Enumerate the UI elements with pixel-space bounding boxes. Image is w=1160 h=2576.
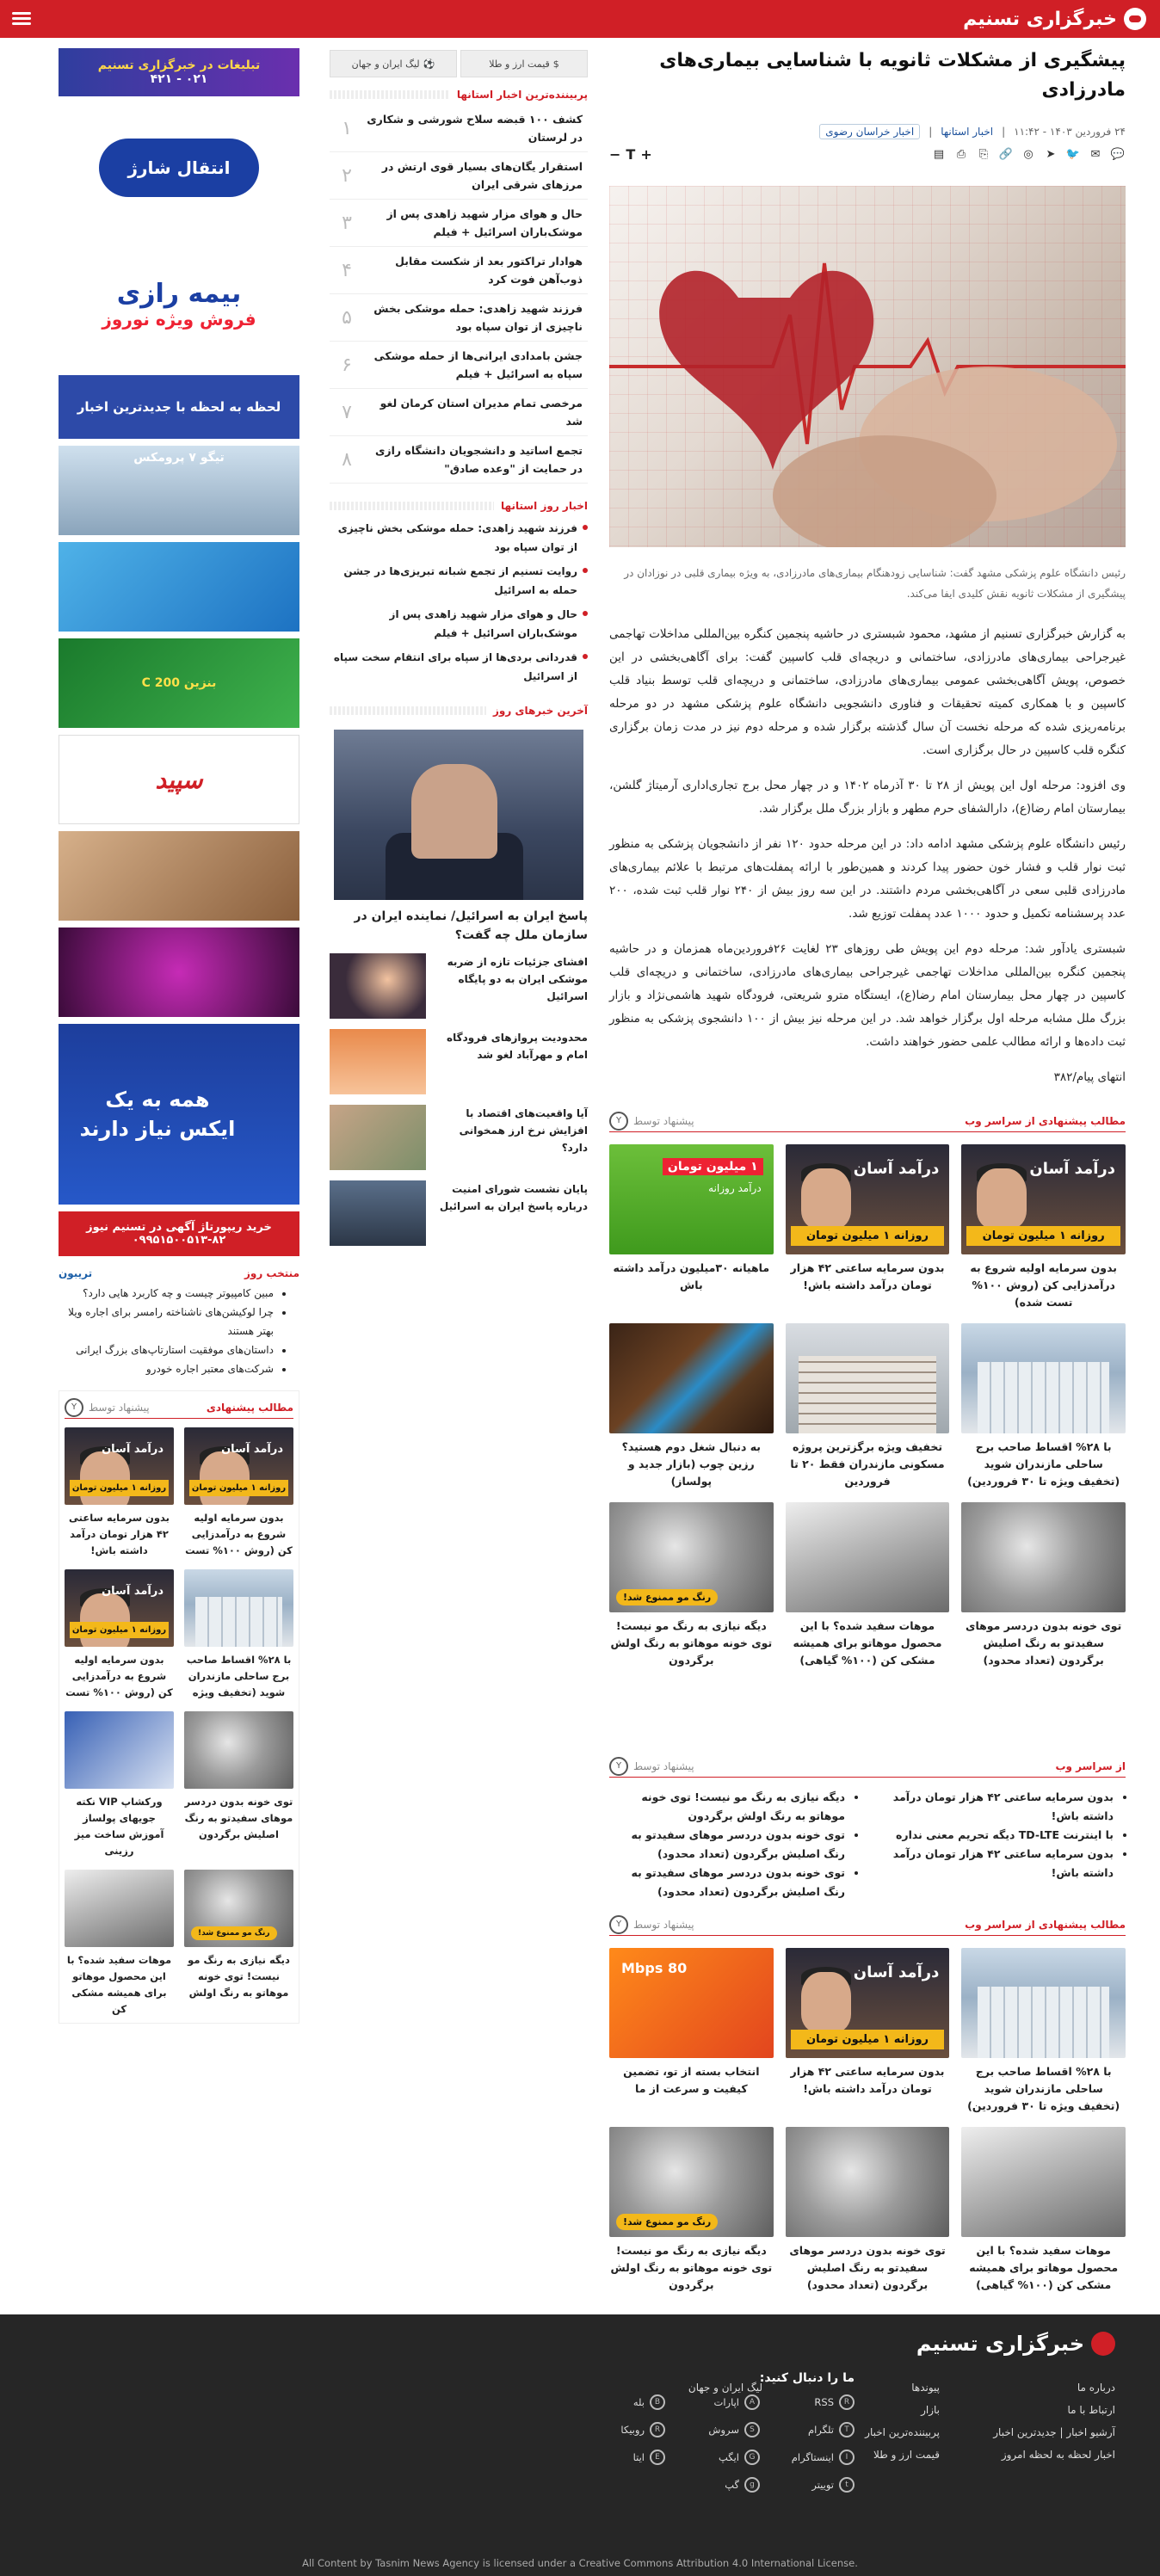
social-eitaa[interactable]: E ایتا (579, 2445, 665, 2469)
rec-card[interactable]: درآمد آسان روزانه ۱ میلیون تومان بدون سرمایه ساعتی ۴۲ هزار تومان درآمد داشته باش! (786, 1144, 950, 1311)
selected-item[interactable]: • مبین کامپیوتر چیست و چه کاربرد هایی دارد؟ (59, 1284, 274, 1303)
rec-card[interactable] (786, 1323, 950, 1490)
social-igap[interactable]: G ایگپ (674, 2445, 760, 2469)
ranked-item[interactable]: مرخصی تمام مدیران استان کرمان لغو شد ۷ (330, 389, 588, 436)
rec-card[interactable]: رنگ مو ممنوع شد! دیگه نیازی به رنگ مو نیست! توی خونه موهاتو به رنگ اولش (184, 1870, 293, 2018)
rec-card[interactable]: 80 Mbps انتخاب بسته از تو، تضمین کیفیت و سرعت از ما (609, 1948, 774, 2115)
font-size-icon[interactable]: T (626, 146, 636, 163)
ad-banner[interactable]: لحظه به لحظه با جدیدترین اخبار (59, 375, 299, 439)
ad-banner[interactable]: تیگو ۷ پرومکس (59, 446, 299, 535)
yektanet-logo-icon[interactable]: Y (609, 1112, 628, 1131)
ad-banner[interactable] (59, 831, 299, 921)
telegram-icon: T (839, 2422, 855, 2437)
rec-card[interactable]: رنگ مو ممنوع شد! دیگه نیازی به رنگ مو نیست! توی خونه موهاتو به رنگ اولش برگردون (609, 2127, 774, 2294)
social-twitter[interactable]: t توییتر (768, 2473, 855, 2497)
market-tabs (330, 50, 588, 77)
article-hero-image (609, 186, 1126, 547)
social-rubika[interactable]: R روبیکا (579, 2418, 665, 2442)
font-increase-icon[interactable]: + (640, 146, 652, 163)
rec-card[interactable]: درآمد آسان روزانه ۱ میلیون تومان بدون سرمایه اولیه شروع به درآمدزایی کن (روش ۱۰۰% تست شده) (961, 1144, 1126, 1311)
text-link[interactable]: • بدون سرمایه ساعتی ۴۲ هزار تومان درآمد داشته باش! (878, 1788, 1114, 1826)
rec-card[interactable] (961, 2127, 1126, 2294)
ad-banner[interactable]: همه به یک ایکس نیاز دارند (59, 1024, 299, 1205)
rec-card[interactable]: با ۲۸% اقساط صاحب برج ساحلی مازندران شوید (تخفیف ویژه (184, 1569, 293, 1701)
rubika-icon: R (650, 2422, 665, 2437)
rec-card[interactable] (786, 1502, 950, 1669)
text-link[interactable]: • بدون سرمایه ساعتی ۴۲ هزار تومان درآمد داشته باش! (878, 1845, 1114, 1883)
featured-news-image[interactable] (334, 730, 583, 900)
selected-title: منتخب روز (244, 1267, 299, 1279)
tag-provinces[interactable]: اخبار استانها (941, 126, 994, 138)
social-aparat[interactable]: A اپارات (674, 2390, 760, 2414)
rec-card-title[interactable]: دیگه نیازی به رنگ مو نیست! توی خونه موهاتو به رنگ اولش برگردون (610, 2244, 773, 2291)
instagram-icon: I (839, 2450, 855, 2465)
footer-link[interactable]: پربیننده‌ترین اخبار (865, 2426, 940, 2438)
top-bar (0, 0, 1160, 38)
rec-card-title[interactable]: توی خونه بدون دردسر موهای سفیدتو به رنگ اصلیش برگردون (تعداد محدود) (789, 2244, 946, 2291)
rec-card-title[interactable]: با ۲۸% اقساط صاحب برج ساحلی مازندران شوید (تخفیف ویژه تا ۳۰ فروردین) (967, 1440, 1120, 1488)
rec-card[interactable] (609, 1323, 774, 1490)
font-decrease-icon[interactable]: − (609, 146, 621, 163)
left-recommended-box (59, 1390, 299, 2024)
ranked-item[interactable]: حال و هوای مزار شهید زاهدی پس از موشک‌باران اسرائیل + فیلم ۳ (330, 200, 588, 247)
paragraph-2: وی افزود: مرحله اول این پویش از ۲۸ تا ۳۰ آذرماه ۱۴۰۲ و در چهار محل برج تجاری‌اداری آرمیتاژ گلشن، بیمارستان امام رضا(ع)، دارالشفای حرم مطهر و بازار بزرگ ملل برگزار شد. (609, 779, 1126, 816)
rec-card[interactable]: درآمد آسان روزانه ۱ میلیون تومان بدون سرمایه اولیه شروع به درآمدزایی کن (روش ۱۰۰% تست (65, 1569, 174, 1701)
yektanet-logo-icon[interactable]: Y (65, 1398, 83, 1417)
selected-list (59, 1284, 299, 1378)
tab-football-league[interactable]: ⚽ لیگ ایران و جهان (330, 50, 457, 77)
copyright: All Content by Tasnim News Agency is licensed under a Creative Commons Attribution 4.0 International License. (302, 2557, 858, 2569)
article-body (609, 623, 1126, 1101)
ranked-item[interactable]: جشن بامدادی ایرانی‌ها از حمله موشکی سپاه به اسرائیل + فیلم ۶ (330, 342, 588, 389)
recommended-web-section-3 (609, 1914, 1126, 2294)
ad-banner[interactable]: تبلیغات در خبرگزاری تسنیم ۰۲۱ - ۴۲۱ (59, 48, 299, 96)
footer-link[interactable]: قیمت ارز و طلا (873, 2449, 940, 2461)
sponsor-label: پیشنهاد توسط (633, 1114, 694, 1127)
social-gap[interactable]: g گپ (674, 2473, 760, 2497)
site-logo-text: خبرگزاری تسنیم (963, 8, 1117, 30)
news-row[interactable]: محدودیت پروازهای فرودگاه امام و مهرآباد لغو شد (330, 1029, 588, 1094)
rec-card-title[interactable]: موهات سفید شده؟ با این محصول موهاتو برای همیشه مشکی کن (۱۰۰% گیاهی) (969, 2244, 1119, 2291)
rec-card[interactable]: ۱ میلیون تومان درآمد روزانه ماهیانه ۳۰میلیون درآمد داشته باش (609, 1144, 774, 1311)
rec-card[interactable]: درآمد آسان روزانه ۱ میلیون تومان بدون سرمایه ساعتی ۴۲ هزار تومان درآمد داشته باش! (786, 1948, 950, 2115)
ranked-item[interactable]: کشف ۱۰۰ قبضه سلاح شورشی و شکاری در لرستان ۱ (330, 105, 588, 152)
rss-icon: R (839, 2394, 855, 2410)
rec-card-title[interactable]: موهات سفید شده؟ با این محصول موهاتو برای همیشه مشکی کن (۱۰۰% گیاهی) (793, 1619, 942, 1667)
rec-card-title[interactable]: به دنبال شغل دوم هستید؟ رزین چوب (بازار جدید و پولساز) (621, 1440, 762, 1488)
site-logo[interactable] (963, 5, 1146, 33)
ranked-item[interactable]: هوادار تراکتور بعد از شکست مقابل ذوب‌آهن فوت کرد ۴ (330, 247, 588, 294)
whatsapp-icon[interactable]: ◎ (1023, 147, 1034, 161)
comment-icon[interactable]: 💬 (1110, 147, 1126, 161)
recommended-web-section-1 (609, 1110, 1126, 1669)
rec-card-title[interactable]: بدون سرمایه ساعتی ۴۲ هزار تومان درآمد داشته باش! (790, 1261, 945, 1291)
twitter-icon: t (839, 2477, 855, 2493)
image-caption: رئیس دانشگاه علوم پزشکی مشهد گفت: شناسایی زودهنگام بیماری‌های مادرزادی، به ویژه بیماری قلبی در نوزادان در پیشگیری از مشکلات ثانویه نقش کلیدی ایفا می‌کند. (624, 567, 1126, 600)
ad-banner[interactable]: سپید (59, 735, 299, 824)
rec-card-title[interactable]: توی خونه بدون دردسر موهای سفیدتو به رنگ اصلیش برگردون (تعداد محدود) (965, 1619, 1122, 1667)
sponsor-label: پیشنهاد توسط (89, 1401, 150, 1414)
gap-icon: g (744, 2477, 760, 2493)
end-of-message: انتهای پیام/۳۸۲ (1053, 1070, 1126, 1084)
follow-us (579, 2371, 855, 2497)
ranked-item[interactable]: فرزند شهید زاهدی: حمله موشکی بخش ناچیزی از توان سپاه بود ۵ (330, 294, 588, 342)
article-title: پیشگیری از مشکلات ثانویه با شناسایی بیماری‌های مادرزادی (659, 50, 1126, 101)
section-title: از سراسر وب (1055, 1759, 1126, 1772)
rec-card[interactable] (961, 1948, 1126, 2115)
print-icon[interactable]: ⎙ (956, 147, 966, 161)
sponsor-label: پیشنهاد توسط (633, 1759, 694, 1772)
news-row[interactable]: آیا واقعیت‌های اقتصاد با افزایش نرخ ارز همخوانی دارد؟ (330, 1105, 588, 1170)
text-link[interactable]: • با اینترنت TD-LTE دیگه تحریم معنی نداره (878, 1826, 1114, 1845)
email-icon[interactable]: ✉ (1090, 147, 1101, 161)
sponsor-label: پیشنهاد توسط (633, 1918, 694, 1931)
selected-item[interactable]: • داستان‌های موفقیت استارتاپ‌های بزرگ ایرانی (59, 1340, 274, 1359)
ad-banner[interactable] (59, 927, 299, 1017)
news-row[interactable]: افشای جزئیات تازه از ضربه موشکی ایران به دو پایگاه اسرائیل (330, 953, 588, 1019)
tasnim-logo-icon (1091, 2332, 1115, 2356)
bale-icon: B (650, 2394, 665, 2410)
featured-news-title[interactable]: پاسخ ایران به اسرائیل/ نماینده ایران در سازمان ملل چه گفت؟ (354, 909, 588, 942)
news-thumb (330, 1105, 426, 1170)
text-link[interactable]: • توی خونه بدون دردسر موهای سفیدتو به رنگ اصلیش برگردون (تعداد محدود) (609, 1826, 845, 1864)
tribune-logo[interactable]: تریبون (59, 1267, 93, 1279)
section-title: مطالب پیشنهادی از سراسر وب (965, 1114, 1126, 1127)
section-title: مطالب پیشنهادی (206, 1401, 293, 1414)
news-thumb (330, 1180, 426, 1246)
ad-banner[interactable]: بیمه رازی فروش ویژه نوروز (59, 239, 299, 368)
rec-card[interactable]: رنگ مو ممنوع شد! دیگه نیازی به رنگ مو نیست! توی خونه موهاتو به رنگ اولش برگردون (609, 1502, 774, 1669)
rec-card-title[interactable]: تخفیف ویژه برگزترین پروژه مسکونی مازندران فقط ۲۰ تا فروردین (790, 1440, 945, 1488)
rec-card-title[interactable]: با ۲۸% اقساط صاحب برج ساحلی مازندران شوید (تخفیف ویژه تا ۳۰ فروردین) (967, 2065, 1120, 2112)
rec-card-title[interactable]: انتخاب بسته از تو، تضمین کیفیت و سرعت از ما (623, 2065, 760, 2095)
rec-card-title[interactable]: بدون سرمایه اولیه شروع به درآمدزایی کن (روش ۱۰۰% تست شده) (970, 1261, 1117, 1309)
rec-card-title[interactable]: بدون سرمایه ساعتی ۴۲ هزار تومان درآمد داشته باش! (790, 2065, 945, 2095)
footer-link[interactable]: آرشیو اخبار | جدیدترین اخبار (993, 2426, 1115, 2438)
article-meta: ۲۴ فروردین ۱۴۰۳ - ۱۱:۴۲ | اخبار استانها | اخبار خراسان رضوی (609, 124, 1126, 139)
rec-card[interactable] (961, 1502, 1126, 1669)
provinces-today-title: اخبار روز استانها (330, 496, 588, 516)
section-title: مطالب پیشنهادی از سراسر وب (965, 1918, 1126, 1931)
tab-currency-gold[interactable]: $ قیمت ارز و طلا (460, 50, 588, 77)
rec-card[interactable]: ورکشاپ VIP نکته جویهای پولساز آموزش ساخت میز رزینی (65, 1711, 174, 1859)
tag-khorasan[interactable]: اخبار خراسان رضوی (819, 124, 920, 139)
footer-col-2 (865, 2376, 940, 2466)
pdf-icon[interactable]: ▤ (933, 147, 945, 161)
news-link[interactable]: حال و هوای مزار شهید زاهدی پس از موشک‌باران اسرائیل + فیلم (330, 602, 588, 645)
footer-link[interactable]: پیوندها (911, 2382, 940, 2394)
footer-link[interactable]: بازار (921, 2404, 940, 2416)
news-thumb (330, 953, 426, 1019)
eitaa-icon: E (650, 2450, 665, 2465)
selected-section-header (59, 1263, 299, 1284)
ad-banner[interactable]: بنزین C 200 (59, 638, 299, 728)
footer-link[interactable]: اخبار لحظه به لحظه امروز (1001, 2449, 1115, 2461)
link-icon[interactable]: 🔗 (998, 147, 1014, 161)
paragraph-3: رئیس دانشگاه علوم پزشکی مشهد ادامه داد: در این مرحله حدود ۱۲۰ نفر از دانشجویان پزشکی به منظور ثبت نوار قلب و فشار خون حضور پیدا کردند و همین‌طور با ارائه پمفلت‌های مرتبط با علائم بیماری‌های مادرزادی قلبی سعی در آگاهی‌بخشی مردم داشتند. در این سه روز بیش از ۲۴۰ نوار قلب ثبت شده، ۲۰۰ عدد پرسشنامه تکمیل و حدود ۱۰۰۰ عدد پمفلت توزیع شد. (609, 837, 1126, 921)
news-row[interactable]: پایان نشست شورای امنیت درباره پاسخ ایران به اسرائیل (330, 1180, 588, 1246)
footer-logo[interactable]: خبرگزاری تسنیم (916, 2332, 1115, 2356)
social-telegram[interactable]: T تلگرام (768, 2418, 855, 2442)
rec-card-title[interactable]: دیگه نیازی به رنگ مو نیست! توی خونه موهاتو به رنگ اولش برگردون (610, 1619, 773, 1667)
most-viewed-list (330, 105, 588, 484)
news-link[interactable]: روایت تسنیم از تجمع شبانه تبریزی‌ها در جشن حمله به اسرائیل (330, 559, 588, 602)
aparat-icon: A (744, 2394, 760, 2410)
paragraph-1: به گزارش خبرگزاری تسنیم از مشهد، محمود شبستری در حاشیه پنجمین کنگره بین‌المللی مداخلات تهاجمی غیرجراحی بیماری‌های مادرزادی، ساختمانی و دریچه‌ای قلب کاسپین گفت: برای آگاهی‌بخشی در این خصوص، پویش آگاهی‌بخشی عمومی بیماری‌های مادرزادی، ساختمانی و دریچه‌ای قلب توسط بنیاد قلب کاسپین و با همکاری کمیته تحقیقات و فناوری دانشجویی دانشگاه علوم پزشکی مشهد در دو مرحله برنامه‌ریزی شده که مرحله نخست آن سال گذشته برگزار شده و مرحله دوم نیز در مدت زمان برگزاری کنگره قلب کاسپین در حال برگزاری است. (609, 627, 1126, 757)
article-date: ۲۴ فروردین ۱۴۰۳ - ۱۱:۴۲ (1014, 126, 1126, 138)
news-link[interactable]: قدردانی بردی‌ها از سپاه برای انتقام سخت سپاه از اسرائیل (330, 645, 588, 688)
rec-card[interactable]: موهات سفید شده؟ با این محصول موهاتو برای همیشه مشکی کن (65, 1870, 174, 2018)
footer-link[interactable]: ارتباط با ما (1067, 2404, 1115, 2416)
ad-banner[interactable]: خرید ریپورتاژ آگهی در تسنیم نیوز ۰۹۹۵۱۵۰۰۵۱۳-۸۲ (59, 1211, 299, 1256)
social-bale[interactable]: B بله (579, 2390, 665, 2414)
football-icon: ⚽ (423, 58, 435, 70)
rec-card-title[interactable]: ماهیانه ۳۰میلیون درآمد داشته باش (613, 1261, 770, 1291)
tasnim-logo-icon (1124, 8, 1146, 30)
follow-title: ما را دنبال کنید: (759, 2371, 855, 2385)
latest-news-title: آخرین خبرهای روز (330, 700, 588, 721)
soroush-icon: S (744, 2422, 760, 2437)
short-link-icon[interactable]: ⎘ (978, 147, 989, 161)
social-rss[interactable]: R RSS (768, 2390, 855, 2414)
rec-card[interactable]: درآمد آسان روزانه ۱ میلیون تومان بدون سرمایه ساعتی ۴۲ هزار تومان درآمد داشته باش! (65, 1427, 174, 1559)
footer-col-1 (993, 2376, 1115, 2466)
footer-link[interactable]: لیگ ایران و جهان (688, 2382, 762, 2394)
news-thumb (330, 1029, 426, 1094)
text-link[interactable]: • توی خونه بدون دردسر موهای سفیدتو به رنگ اصلیش برگردون (تعداد محدود) (609, 1864, 845, 1901)
ad-banner[interactable] (59, 542, 299, 632)
ad-banner[interactable]: انتقال شارژ (59, 103, 299, 232)
yektanet-logo-icon[interactable]: Y (609, 1757, 628, 1776)
rec-card[interactable]: درآمد آسان روزانه ۱ میلیون تومان بدون سرمایه اولیه شروع به درآمدزایی کن (روش ۱۰۰% تست (184, 1427, 293, 1559)
dollar-icon: $ (552, 58, 559, 70)
left-ads-column (59, 38, 299, 2024)
selected-item[interactable]: • شرکت‌های معتبر اجاره خودرو (59, 1359, 274, 1378)
footer-link[interactable]: درباره ما (1077, 2382, 1115, 2394)
article-tools (609, 146, 1126, 167)
telegram-icon[interactable]: ➤ (1046, 147, 1056, 161)
social-soroush[interactable]: S سروش (674, 2418, 760, 2442)
selected-item[interactable]: • چرا لوکیشن‌های ناشناخته رامسر برای اجاره ویلا بهتر هستند (59, 1303, 274, 1340)
igap-icon: G (744, 2450, 760, 2465)
news-link[interactable]: فرزند شهید زاهدی: حمله موشکی بخش ناچیزی از توان سپاه بود (330, 516, 588, 559)
yektanet-logo-icon[interactable]: Y (609, 1915, 628, 1934)
recommended-web-section-2 (609, 1755, 1126, 1901)
hamburger-icon[interactable] (12, 9, 31, 28)
provinces-today-list (330, 516, 588, 688)
most-viewed-title: پربیننده‌ترین اخبار استانها (330, 84, 588, 105)
twitter-icon[interactable]: 🐦 (1065, 147, 1081, 161)
rec-card[interactable] (961, 1323, 1126, 1490)
rec-card[interactable] (786, 2127, 950, 2294)
paragraph-4: شبستری یادآور شد: مرحله دوم این پویش طی روزهای ۲۳ لغایت ۲۶فروردین‌ماه همزمان و در حاشیه پنجمین کنگره بین‌المللی مداخلات تهاجمی غیرجراحی بیماری‌های مادرزادی، ساختمانی و دریچه‌ای قلب کاسپین در چهار محل بیمارستان امام رضا(ع)، ایستگاه مترو شریعتی، فرودگاه شهید هاشمی‌نژاد و بازار بزرگ ملل مشابه مرحله اول برگزار خواهد شد. در این مرحله نیز بیش از ۱۰۰ دانشجوی پزشکی به منظور ثبت داده‌ها و ارائه مطالب علمی حضور خواهند داشت. (609, 942, 1126, 1049)
text-link[interactable]: • دیگه نیازی به رنگ مو نیست! توی خونه موهاتو به رنگ اولش برگردون (609, 1788, 845, 1826)
rec-card[interactable]: توی خونه بدون دردسر موهای سفیدتو به رنگ اصلیش برگردون (184, 1711, 293, 1859)
ranked-item[interactable]: تجمع اساتید و دانشجویان دانشگاه رازی در حمایت از "وعده صادق" ۸ (330, 436, 588, 484)
footer (0, 2314, 1160, 2576)
ranked-item[interactable]: استقرار یگان‌های بسیار قوی ارتش در مرزهای شرقی ایران ۲ (330, 152, 588, 200)
social-instagram[interactable]: I اینستاگرام (768, 2445, 855, 2469)
